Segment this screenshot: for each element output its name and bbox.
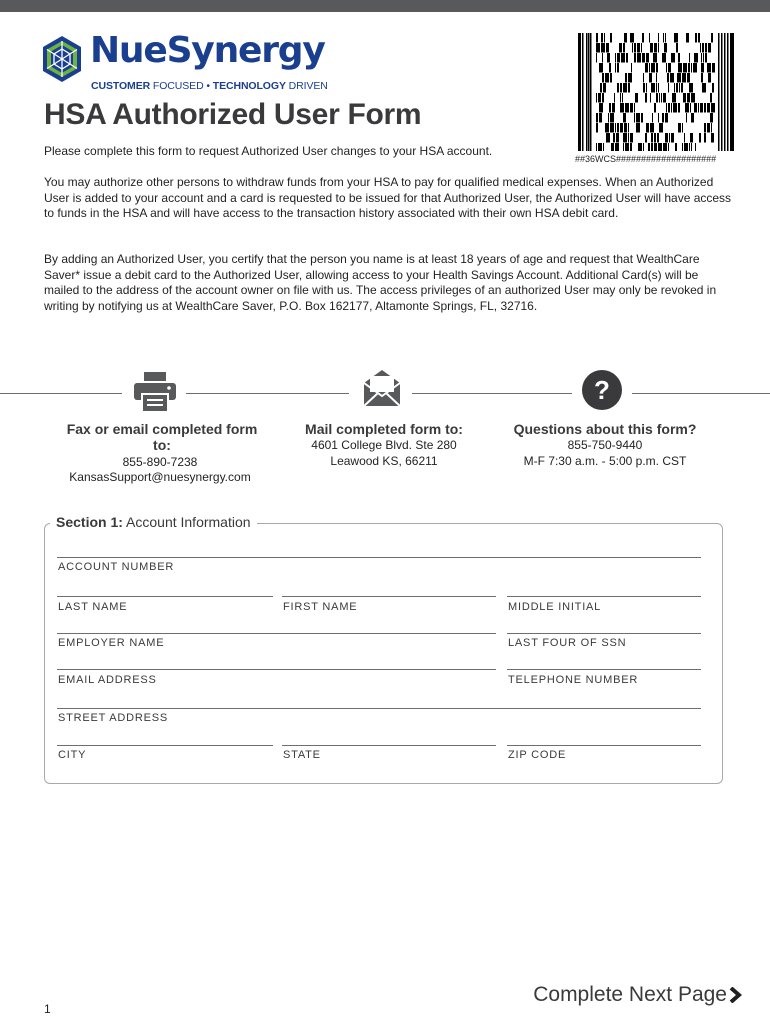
account-number-label: ACCOUNT NUMBER bbox=[58, 561, 175, 573]
page-number: 1 bbox=[44, 1002, 51, 1016]
intro-text: Please complete this form to request Authorized User changes to your HSA account. bbox=[44, 144, 493, 158]
account-number-field[interactable] bbox=[57, 557, 701, 558]
divider-line bbox=[0, 393, 122, 394]
last-name-field[interactable] bbox=[57, 596, 273, 597]
email-address-link[interactable]: KansasSupport@nuesynergy.com bbox=[69, 470, 251, 484]
nuesynergy-logo bbox=[38, 30, 328, 96]
employer-name-field[interactable] bbox=[57, 633, 496, 634]
next-page-label: Complete Next Page bbox=[533, 983, 727, 1006]
section-1-title: Section 1: Account Information bbox=[50, 514, 257, 530]
mail-city: Leawood KS, 66211 bbox=[330, 454, 438, 468]
first-name-field[interactable] bbox=[282, 596, 496, 597]
authorized-user-paragraph: You may authorize other persons to withdraw funds from your HSA to pay for qualified medical expenses. When an Authorized User is added to your account and a card is requested to be issued for that Authorized User, the Authorized User will have access to funds in the HSA and will have access to the transaction history associated with their own HSA debit card. bbox=[44, 175, 732, 221]
svg-text:?: ? bbox=[594, 375, 610, 405]
last-four-ssn-label: LAST FOUR OF SSN bbox=[508, 637, 627, 649]
last-four-ssn-field[interactable] bbox=[507, 633, 701, 634]
first-name-label: FIRST NAME bbox=[283, 601, 358, 613]
questions-title: Questions about this form? bbox=[513, 421, 697, 437]
divider-line bbox=[186, 393, 349, 394]
email-address-field[interactable] bbox=[57, 669, 496, 670]
fax-number: 855-890-7238 bbox=[122, 455, 198, 469]
mail-street: 4601 College Blvd. Ste 280 bbox=[311, 438, 457, 452]
top-bar bbox=[0, 0, 770, 12]
divider-line bbox=[632, 393, 770, 394]
zip-code-field[interactable] bbox=[507, 745, 701, 746]
middle-initial-field[interactable] bbox=[507, 596, 701, 597]
logo-mark-icon bbox=[38, 34, 86, 84]
street-address-field[interactable] bbox=[57, 708, 701, 709]
state-field[interactable] bbox=[282, 745, 496, 746]
street-address-label: STREET ADDRESS bbox=[58, 712, 169, 724]
state-label: STATE bbox=[283, 749, 321, 761]
logo-wordmark: NueSynergy bbox=[90, 30, 325, 71]
middle-initial-label: MIDDLE INITIAL bbox=[508, 601, 602, 613]
divider-line bbox=[412, 393, 572, 394]
chevron-right-icon bbox=[729, 987, 742, 1003]
city-label: CITY bbox=[58, 749, 87, 761]
logo-tagline: CUSTOMER FOCUSED • TECHNOLOGY DRIVEN bbox=[91, 80, 328, 92]
employer-name-label: EMPLOYER NAME bbox=[58, 637, 165, 649]
email-address-label: EMAIL ADDRESS bbox=[58, 674, 157, 686]
printer-icon bbox=[134, 372, 176, 412]
telephone-number-label: TELEPHONE NUMBER bbox=[508, 674, 639, 686]
questions-phone: 855-750-9440 bbox=[567, 438, 643, 452]
fax-title: Fax or email completed form to: bbox=[66, 421, 258, 453]
last-name-label: LAST NAME bbox=[58, 601, 128, 613]
envelope-icon bbox=[362, 368, 402, 408]
complete-next-page-link[interactable] bbox=[533, 983, 742, 1007]
certification-paragraph: By adding an Authorized User, you certify that the person you name is at least 18 years of age and request that WealthCare Saver* issue a debit card to the Authorized User, allowing access to your Health Savings Account. Additional Card(s) will be mailed to the address of the account owner on file with us. The access privileges of an authorized User may only be revoked in writing by notifying us at WealthCare Saver, P.O. Box 162177, Altamonte Springs, FL, 32716. bbox=[44, 252, 717, 313]
city-field[interactable] bbox=[57, 745, 273, 746]
page-title: HSA Authorized User Form bbox=[44, 98, 422, 131]
mail-title: Mail completed form to: bbox=[305, 421, 463, 437]
questions-hours: M-F 7:30 a.m. - 5:00 p.m. CST bbox=[523, 454, 687, 468]
telephone-number-field[interactable] bbox=[507, 669, 701, 670]
barcode-text: ##36WCS#################### bbox=[575, 154, 717, 164]
barcode-image bbox=[578, 33, 734, 151]
question-mark-icon bbox=[582, 370, 622, 410]
zip-code-label: ZIP CODE bbox=[508, 749, 567, 761]
